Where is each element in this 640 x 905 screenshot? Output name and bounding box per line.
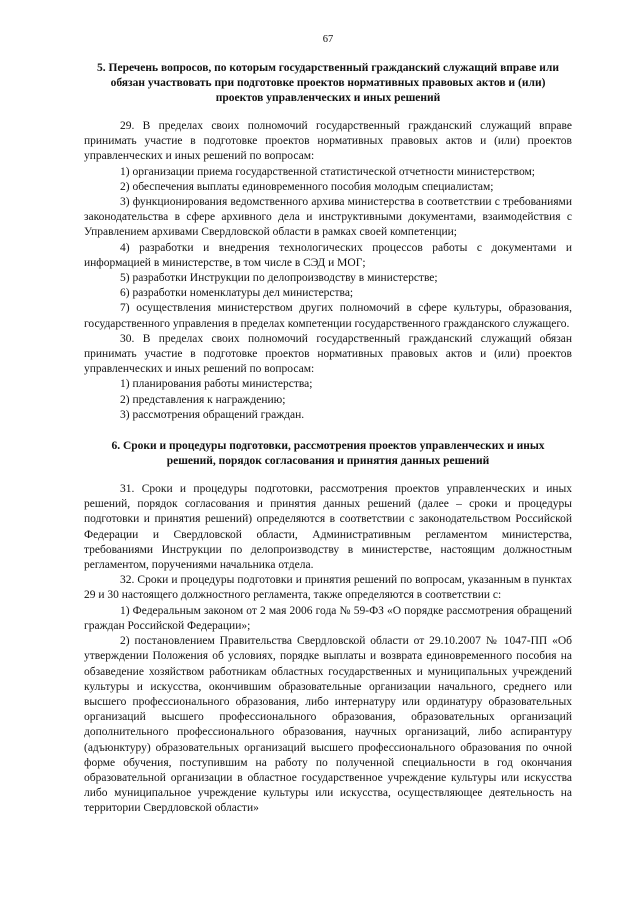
list-item: 5) разработки Инструкции по делопроизводству в министерстве; bbox=[120, 272, 438, 285]
paragraph-31: 31. Сроки и процедуры подготовки, рассмотрения проектов управленческих и иных решений, порядок согласования и принятия данных решений (далее – сроки и процедуры подготовки и принятия решений) определяются в соответствии с законодательством Российской Федерации и Свердловской области, Административным регламентом министерства, требованиями Инструкции по делопроизводству в министерстве, настоящим должностным регламентом, поручениями начальника отдела. bbox=[84, 483, 572, 572]
list-item: 2) постановлением Правительства Свердловской области от 29.10.2007 № 1047-ПП «Об утверждении Положения об условиях, порядке выплаты и возврата единовременного пособия на обзаведение хозяйством работникам областных государственных и муниципальных учреждений культуры и искусства, окончившим образовательные организации начального, среднего или высшего профессионального образования, либо интернатуру или ординатуру образовательных организаций высшего профессионального образования, образовательных организаций дополнительного профессионального образования, научных организаций, либо аспирантуру (адъюнктуру) образовательных организаций высшего профессионального образования по очной форме обучения, поступившим на работу по полученной специальности в год окончания образовательной организации в областное государственное учреждение культуры или искусства либо муниципальное учреждение культуры или искусства, осуществляющее деятельность на территории Свердловской области» bbox=[84, 635, 572, 815]
paragraph-30: 30. В пределах своих полномочий государственный гражданский служащий обязан принимать участие в подготовке проектов нормативных правовых актов и (или) проектов управленческих и иных решений по вопросам: bbox=[84, 332, 572, 376]
list-item: 3) функционирования ведомственного архива министерства в соответствии с требованиями законодательства в сфере архивного дела и инструктивными документами, взаимодействия с Управлением архивами Свердловской области в рамках своей компетенции; bbox=[84, 196, 572, 239]
list-item: 2) представления к награждению; bbox=[120, 393, 286, 406]
list-item: 7) осуществления министерством других полномочий в сфере культуры, образования, государственного управления в пределах компетенции государственного гражданского служащего. bbox=[84, 302, 572, 330]
page-number: 67 bbox=[322, 34, 334, 45]
section-5-heading: 5. Перечень вопросов, по которым государственный гражданский служащий вправе или обязан участвовать при подготовке проектов нормативных правовых актов и (или) проектов управленческих и иных решений bbox=[97, 62, 559, 104]
list-item: 1) планирования работы министерства; bbox=[120, 378, 313, 391]
section-6-body bbox=[84, 482, 572, 816]
list-item: 6) разработки номенклатуры дел министерства; bbox=[120, 287, 354, 300]
section-6-heading: 6. Сроки и процедуры подготовки, рассмотрения проектов управленческих и иных решений, порядок согласования и принятия данных решений bbox=[111, 440, 545, 468]
section-5-body bbox=[84, 119, 572, 423]
list-item: 1) организации приема государственной статистической отчетности министерством; bbox=[120, 165, 535, 178]
list-item: 1) Федеральным законом от 2 мая 2006 года № 59-ФЗ «О порядке рассмотрения обращений граждан Российской Федерации»; bbox=[84, 604, 572, 632]
list-item: 3) рассмотрения обращений граждан. bbox=[120, 408, 305, 421]
paragraph-29: 29. В пределах своих полномочий государственный гражданский служащий вправе принимать участие в подготовке проектов нормативных правовых актов и (или) проектов управленческих и иных решений по вопросам: bbox=[84, 120, 572, 163]
list-item: 4) разработки и внедрения технологических процессов работы с документами и информацией в министерстве, в том числе в СЭД и МОГ; bbox=[84, 241, 572, 269]
paragraph-32: 32. Сроки и процедуры подготовки и принятия решений по вопросам, указанным в пунктах 29 и 30 настоящего должностного регламента, также определяются в соответствии с: bbox=[84, 574, 572, 602]
list-item: 2) обеспечения выплаты единовременного пособия молодым специалистам; bbox=[120, 180, 494, 193]
